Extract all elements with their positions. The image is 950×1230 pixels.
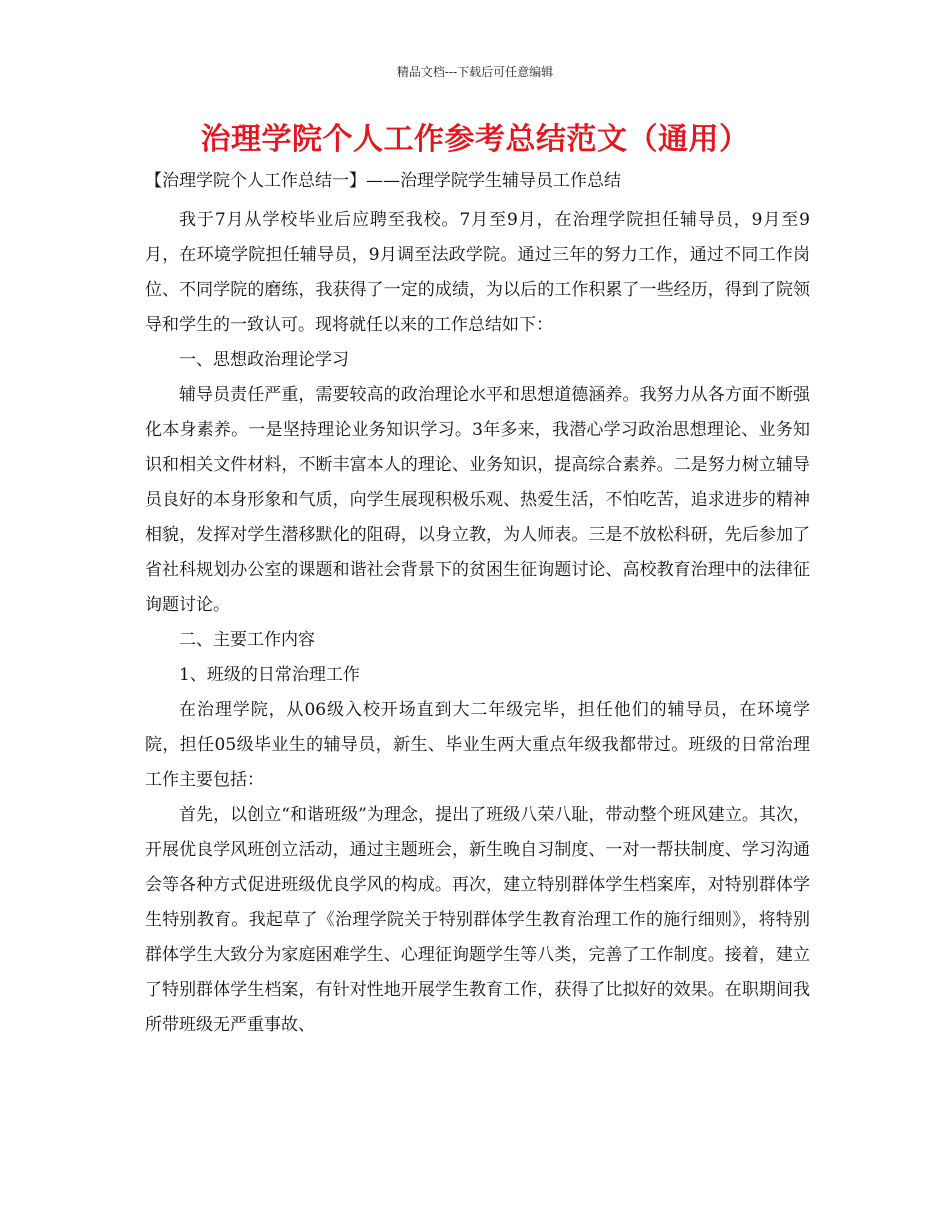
paragraph-class-details: 首先，以创立“和谐班级”为理念，提出了班级八荣八耻，带动整个班风建立。其次，开展优良学风班创立活动，通过主题班会，新生晚自习制度、一对一帮扶制度、学习沟通会等各种方式促进班级优良学风的构成。再次，建立特别群体学生档案库，对特别群体学生特别教育。我起草了《治理学院关于特别群体学生教育治理工作的施行细则》，将特别群体学生大致分为家庭困难学生、心理征询题学生等八类，完善了工作制度。接着，建立了特别群体学生档案，有针对性地开展学生教育工作，获得了比拟好的效果。在职期间我所带班级无严重事故、 — [145, 805, 810, 1035]
document-subtitle: 【治理学院个人工作总结一】——治理学院学生辅导员工作总结 — [145, 171, 621, 191]
document-title: 治理学院个人工作参考总结范文（通用） — [200, 122, 750, 157]
document-body — [145, 203, 810, 1043]
page-header: 精品文档---下载后可任意编辑 — [396, 65, 554, 79]
subsection-heading-1: 1、班级的日常治理工作 — [179, 665, 360, 685]
paragraph-theory-study: 辅导员责任严重，需要较高的政治理论水平和思想道德涵养。我努力从各方面不断强化本身素养。一是坚持理论业务知识学习。3年多来，我潜心学习政治思想理论、业务知识和相关文件材料，不断丰富本人的理论、业务知识，提高综合素养。二是努力树立辅导员良好的本身形象和气质，向学生展现积极乐观、热爱生活，不怕吃苦，追求进步的精神相貌，发挥对学生潜移默化的阻碍，以身立教，为人师表。三是不放松科研，先后参加了省社科规划办公室的课题和谐社会背景下的贫困生征询题讨论、高校教育治理中的法律征询题讨论。 — [145, 385, 810, 615]
paragraph-intro: 我于7月从学校毕业后应聘至我校。7月至9月，在治理学院担任辅导员，9月至9月，在环境学院担任辅导员，9月调至法政学院。通过三年的努力工作，通过不同工作岗位、不同学院的磨练，我获得了一定的成绩，为以后的工作积累了一些经历，得到了院领导和学生的一致认可。现将就任以来的工作总结如下： — [145, 210, 810, 335]
paragraph-class-management: 在治理学院，从06级入校开场直到大二年级完毕，担任他们的辅导员，在环境学院，担任05级毕业生的辅导员，新生、毕业生两大重点年级我都带过。班级的日常治理工作主要包括： — [145, 700, 810, 790]
section-heading-1: 一、思想政治理论学习 — [179, 350, 349, 370]
section-heading-2: 二、主要工作内容 — [179, 630, 315, 650]
